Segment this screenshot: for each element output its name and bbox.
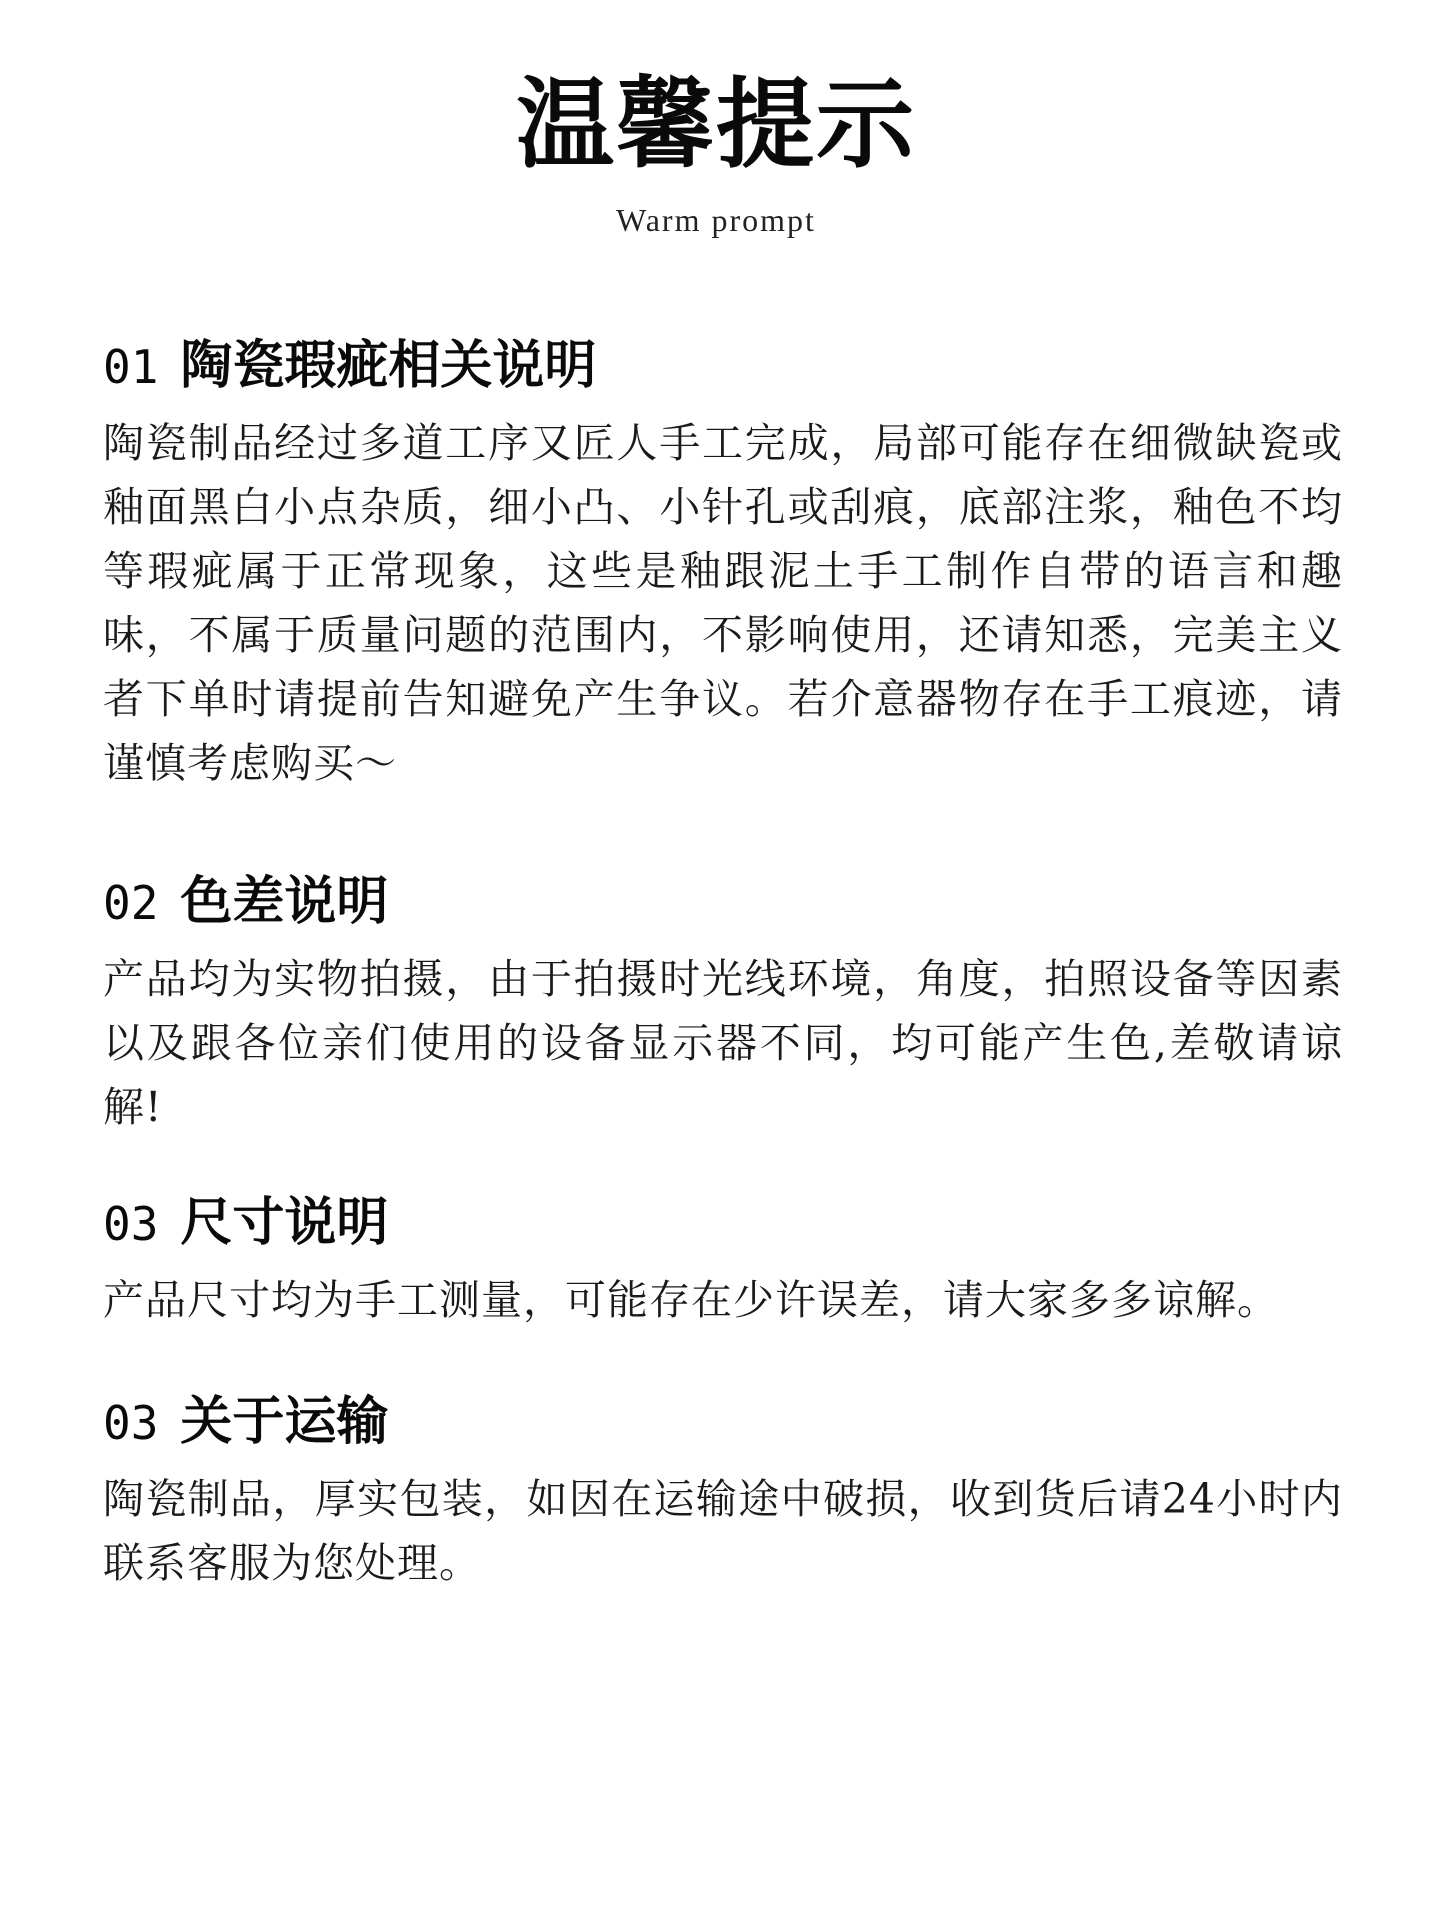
page-header — [0, 67, 1432, 238]
section-body: 陶瓷制品，厚实包装，如因在运输途中破损，收到货后请24小时内联系客服为您处理。 — [103, 1475, 1343, 1587]
section-title: 关于运输 — [180, 1391, 389, 1452]
page-title: 温馨提示 — [515, 67, 916, 182]
section-title: 色差说明 — [180, 871, 389, 932]
section-body: 陶瓷制品经过多道工序又匠人手工完成，局部可能存在细微缺瓷或釉面黑白小点杂质，细小凸、小针孔或刮痕，底部注浆，釉色不均等瑕疵属于正常现象，这些是釉跟泥土手工制作自带的语言和趣味，不属于质量问题的范围内，不影响使用，还请知悉，完美主义者下单时请提前告知避免产生争议。若介意器物存在手工痕迹，请谨慎考虑购买～ — [103, 419, 1343, 787]
section-ceramic-flaws — [103, 336, 1343, 795]
section-shipping — [103, 1392, 1343, 1595]
section-heading — [103, 336, 1343, 397]
section-number: 03 — [103, 1197, 159, 1251]
section-body: 产品均为实物拍摄，由于拍摄时光线环境，角度，拍照设备等因素以及跟各位亲们使用的设备显示器不同，均可能产生色,差敬请谅解! — [103, 955, 1343, 1131]
section-heading — [103, 1193, 1343, 1254]
page-subtitle: Warm prompt — [616, 202, 816, 238]
section-body: 产品尺寸均为手工测量，可能存在少许误差，请大家多多谅解。 — [103, 1276, 1279, 1324]
section-size — [103, 1193, 1343, 1332]
section-number: 03 — [103, 1396, 159, 1450]
section-color-difference — [103, 872, 1343, 1139]
section-title: 尺寸说明 — [180, 1192, 389, 1253]
section-heading — [103, 872, 1343, 933]
section-title: 陶瓷瑕疵相关说明 — [180, 335, 597, 396]
section-number: 02 — [103, 876, 159, 930]
section-number: 01 — [103, 340, 159, 394]
section-heading — [103, 1392, 1343, 1453]
